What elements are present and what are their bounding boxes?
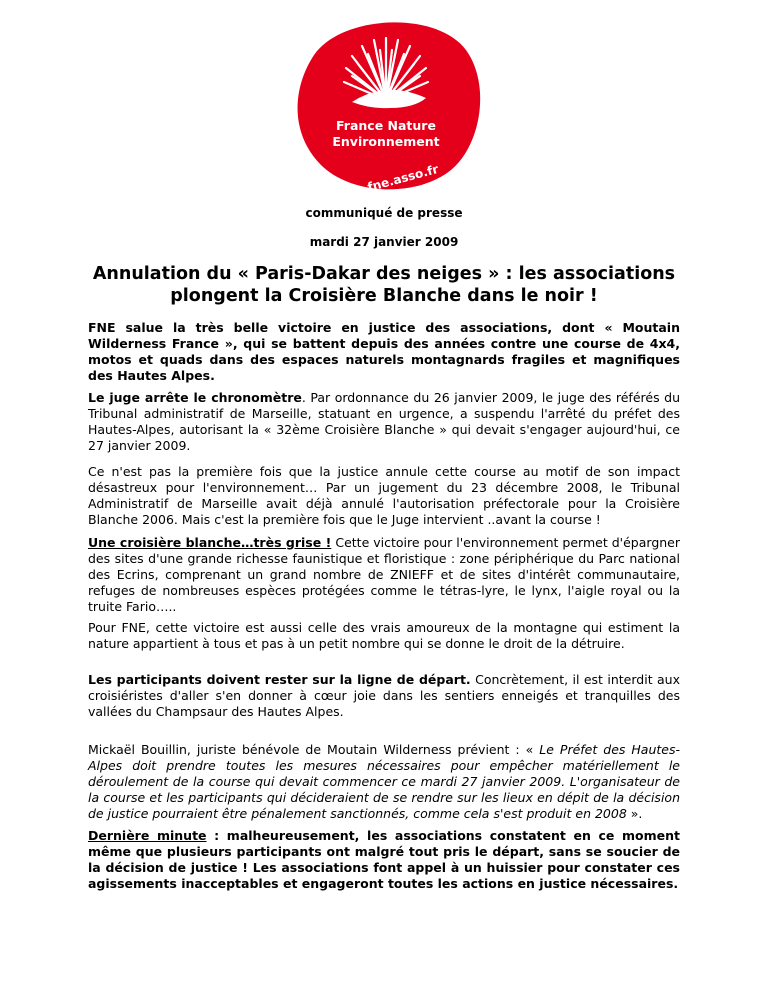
paragraph-intro: FNE salue la très belle victoire en justice des associations, dont « Moutain Wilderness France », qui se battent depuis des années contre une course de 4x4, motos et quads dans des espaces naturels montagnards fragiles et magnifiques des Hautes Alpes.	[88, 320, 680, 383]
paragraph-quote	[88, 742, 680, 822]
paragraph-quote-text: Le Préfet des Hautes-Alpes doit prendre toutes les mesures nécessaires pour empêcher matériellement le déroulement de la course qui devait commencer ce mardi 27 janvier 2009. L'organisateur de la course et les participants qui décideraient de se rendre sur les lieux en dépit de la décision de justice pourraient être pénalement sanctionnés, comme cela s'est produit en 2008	[88, 742, 680, 821]
title-line-1: Annulation du « Paris-Dakar des neiges » : les associations	[92, 264, 676, 284]
paragraph-last-minute-text: : malheureusement, les associations constatent en ce moment même que plusieurs participants ont malgré tout pris le départ, sans se soucier de la décision de justice ! Les associations font appel à un huissier pour constater ces agissements inacceptables et engageront toutes les actions en justice nécessaires.	[88, 828, 681, 891]
paragraph-last-minute-lead: Dernière minute	[88, 828, 207, 843]
logo-line1: France Nature	[336, 118, 436, 133]
paragraph-participants	[88, 672, 680, 720]
release-date: mardi 27 janvier 2009	[309, 235, 459, 249]
paragraph-participants-lead: Les participants doivent rester sur la ligne de départ.	[88, 672, 471, 687]
paragraph-judge	[88, 390, 680, 454]
logo-line2: Environnement	[332, 134, 440, 149]
paragraph-judge-text: . Par ordonnance du 26 janvier 2009, le juge des référés du Tribunal administratif de Marseille, statuant en urgence, a suspendu l'arrêté du préfet des Hautes-Alpes, autorisant la « 32ème Croisière Blanche » qui devait s'engager aujourd'hui, ce 27 janvier 2009.	[88, 390, 680, 453]
paragraph-last-minute	[88, 828, 680, 892]
logo-url: fne.asso.fr	[365, 161, 440, 195]
paragraph-victory-lead: Une croisière blanche…très grise !	[88, 535, 332, 550]
title-line-2: plongent la Croisière Blanche dans le noir !	[170, 286, 598, 306]
press-release-label: communiqué de presse	[305, 206, 463, 220]
paragraph-participants-text: Concrètement, il est interdit aux croisiéristes d'aller s'en donner à cœur joie dans les sentiers enneigés et tranquilles des vallées du Champsaur des Hautes Alpes.	[88, 672, 680, 719]
paragraph-victory-text: Cette victoire pour l'environnement permet d'épargner des sites d'une grande richesse faunistique et floristique : zone périphérique du Parc national des Ecrins, comprenant un grand nombre de ZNIEFF et de sites d'intérêt communautaire, refuges de nombreuses espèces protégées comme le tétras-lyre, le lynx, l'aigle royal ou la truite Fario…..	[88, 535, 681, 614]
paragraph-judge-lead: Le juge arrête le chronomètre	[88, 390, 302, 405]
paragraph-quote-intro: Mickaël Bouillin, juriste bénévole de Moutain Wilderness prévient : «	[88, 742, 540, 757]
paragraph-quote-end: ».	[626, 806, 643, 821]
fne-logo	[286, 10, 486, 200]
paragraph-history: Ce n'est pas la première fois que la justice annule cette course au motif de son impact désastreux pour l'environnement… Par un jugement du 23 décembre 2008, le Tribunal Administratif de Marseille avait déjà annulé l'autorisation préfectorale pour la Croisière Blanche 2006. Mais c'est la première fois que le Juge intervient ..avant la course !	[88, 464, 680, 527]
paragraph-fne: Pour FNE, cette victoire est aussi celle des vrais amoureux de la montagne qui estiment la nature appartient à tous et pas à un petit nombre qui se donne le droit de la détruire.	[88, 620, 680, 651]
paragraph-victory	[88, 535, 680, 615]
page-title	[0, 263, 768, 307]
